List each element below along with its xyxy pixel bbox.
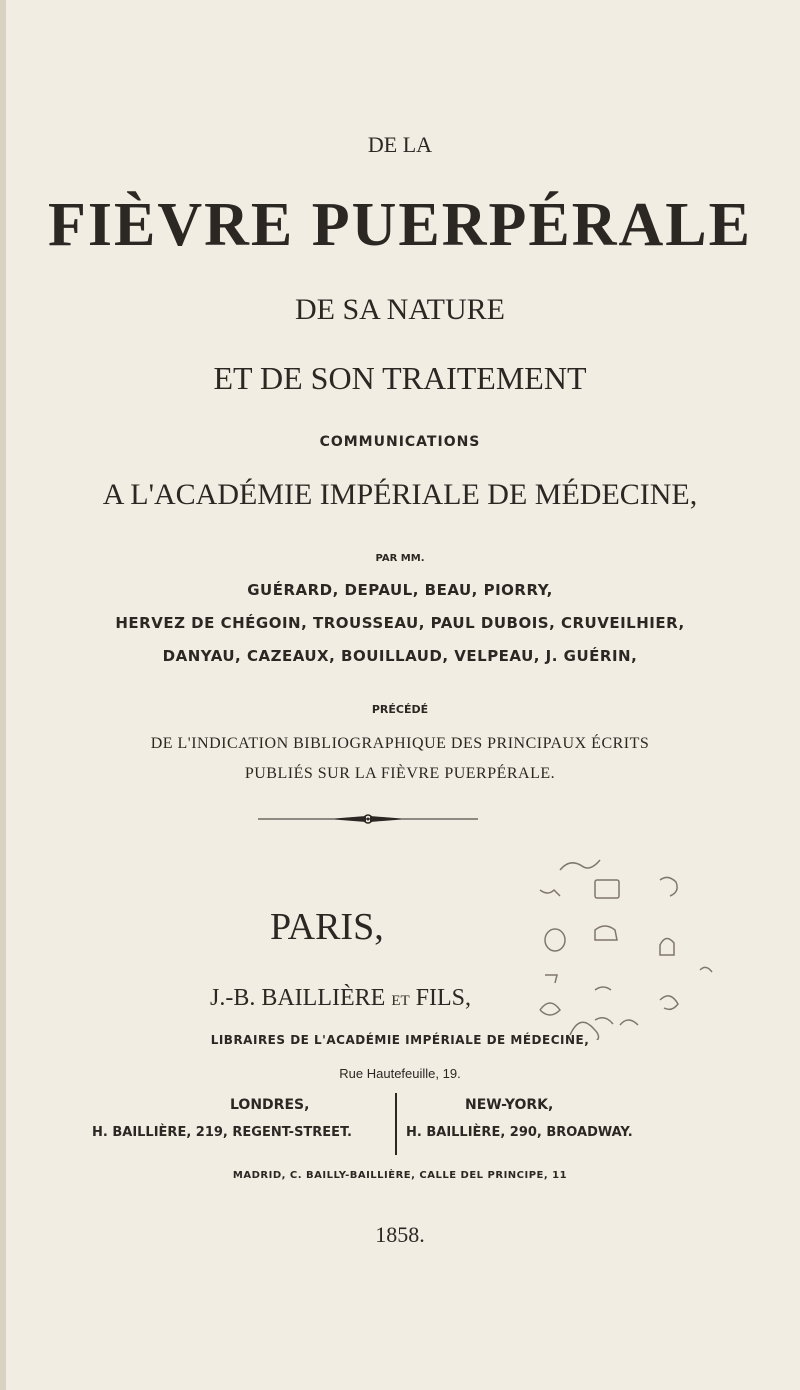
main-title: FIÈVRE PUERPÉRALE [47,191,752,259]
city-paris: PARIS, [270,906,384,948]
london-address: H. BAILLIÈRE, 219, REGENT-STREET. [92,1125,352,1140]
authors-line-2: HERVEZ DE CHÉGOIN, TROUSSEAU, PAUL DUBOIS, CRUVEILHIER, [115,614,685,632]
newyork-city: NEW-YORK, [465,1097,554,1113]
madrid-line: MADRID, C. BAILLY-BAILLIÈRE, CALLE DEL PRINCIPE, 11 [232,1170,568,1181]
publisher-name: J.-B. BAILLIÈRE [210,985,386,1011]
newyork-address: H. BAILLIÈRE, 290, BROADWAY. [406,1125,633,1140]
libraires-line: LIBRAIRES DE L'ACADÉMIE IMPÉRIALE DE MÉDECINE, [210,1033,590,1047]
authors-line-1: GUÉRARD, DEPAUL, BEAU, PIORRY, [247,581,553,599]
communications-label: COMMUNICATIONS [319,434,481,450]
column-divider [395,1093,397,1155]
subtitle-traitement: ET DE SON TRAITEMENT [213,360,587,396]
library-stamp-icon [500,850,790,1040]
publication-year: 1858. [375,1222,425,1247]
indication-line-2: PUBLIÉS SUR LA FIÈVRE PUERPÉRALE. [244,765,556,782]
publisher-et: ET [391,993,410,1009]
academie-line: A L'ACADÉMIE IMPÉRIALE DE MÉDECINE, [102,478,698,511]
street-address: Rue Hautefeuille, 19. [339,1066,461,1081]
publisher-line [210,985,471,1012]
par-mm-label: PAR MM. [375,553,425,564]
ornamental-rule-icon [258,813,478,825]
authors-line-3: DANYAU, CAZEAUX, BOUILLAUD, VELPEAU, J. GUÉRIN, [162,647,638,665]
precede-label: PRÉCÉDÉ [371,703,429,716]
publisher-fils: FILS, [415,985,471,1011]
de-la-heading: DE LA [367,132,433,157]
london-city: LONDRES, [230,1097,310,1113]
indication-line-1: DE L'INDICATION BIBLIOGRAPHIQUE DES PRINCIPAUX ÉCRITS [150,735,650,752]
subtitle-nature: DE SA NATURE [294,293,505,326]
